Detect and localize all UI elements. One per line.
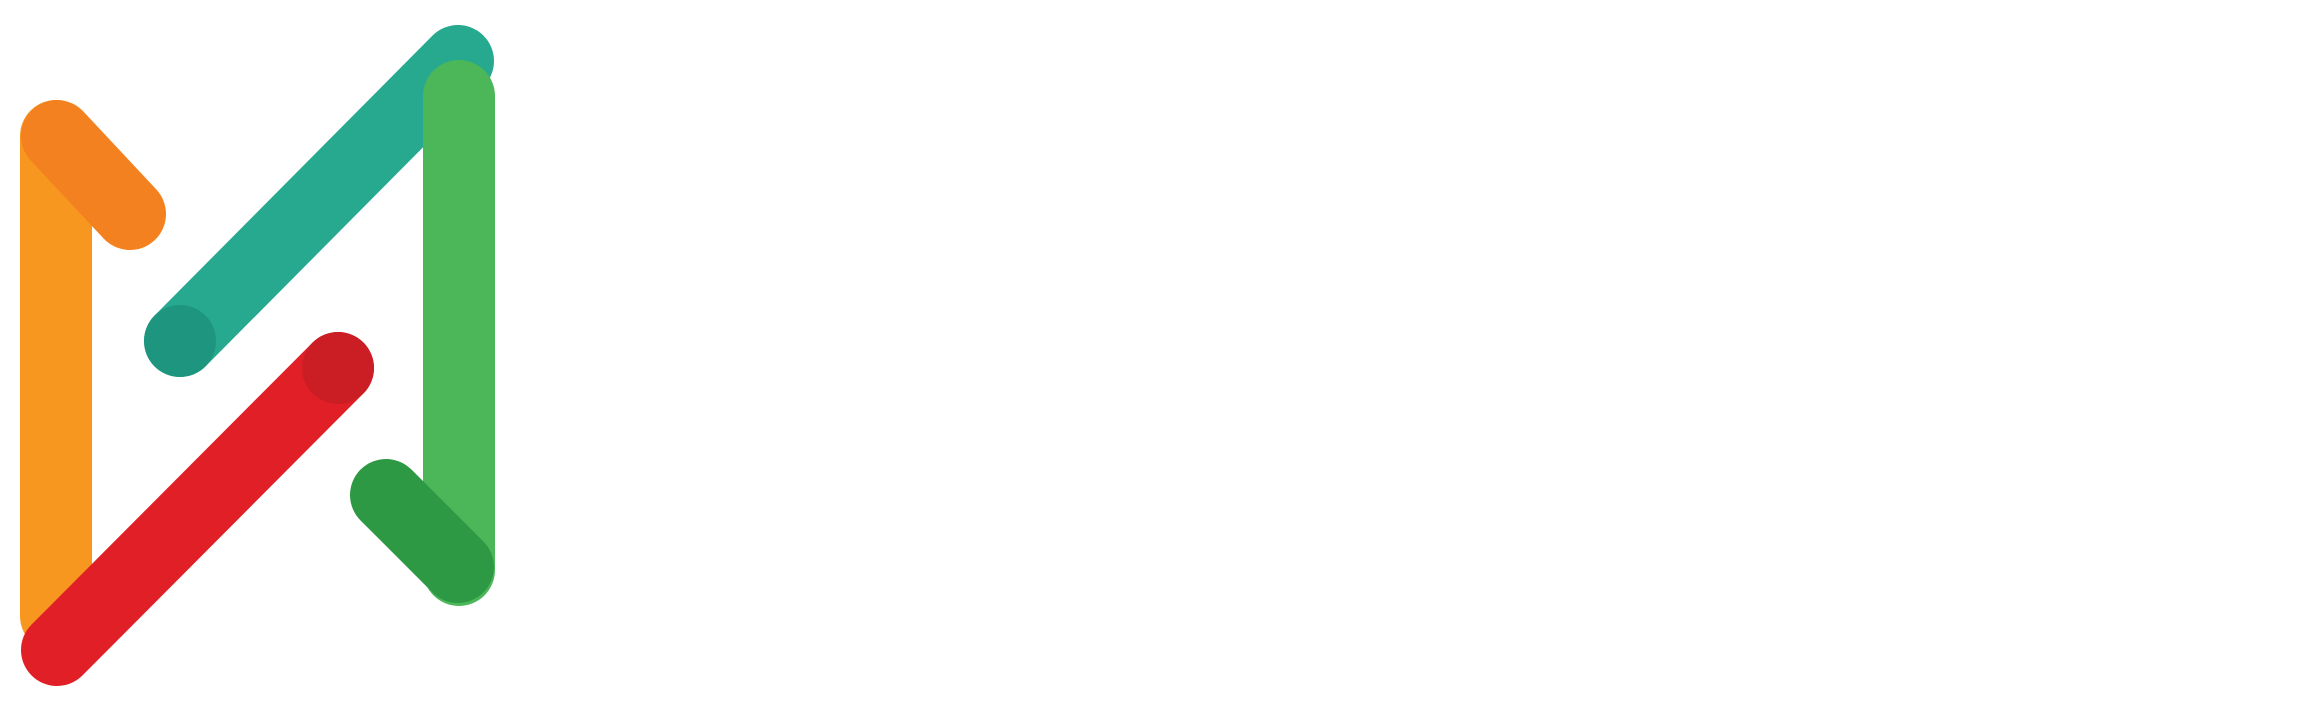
red-diagonal-stroke <box>57 368 338 650</box>
green-diagonal-stroke <box>386 495 458 567</box>
teal-joint <box>144 305 216 377</box>
red-joint <box>302 332 374 404</box>
teal-diagonal-stroke <box>180 61 458 341</box>
